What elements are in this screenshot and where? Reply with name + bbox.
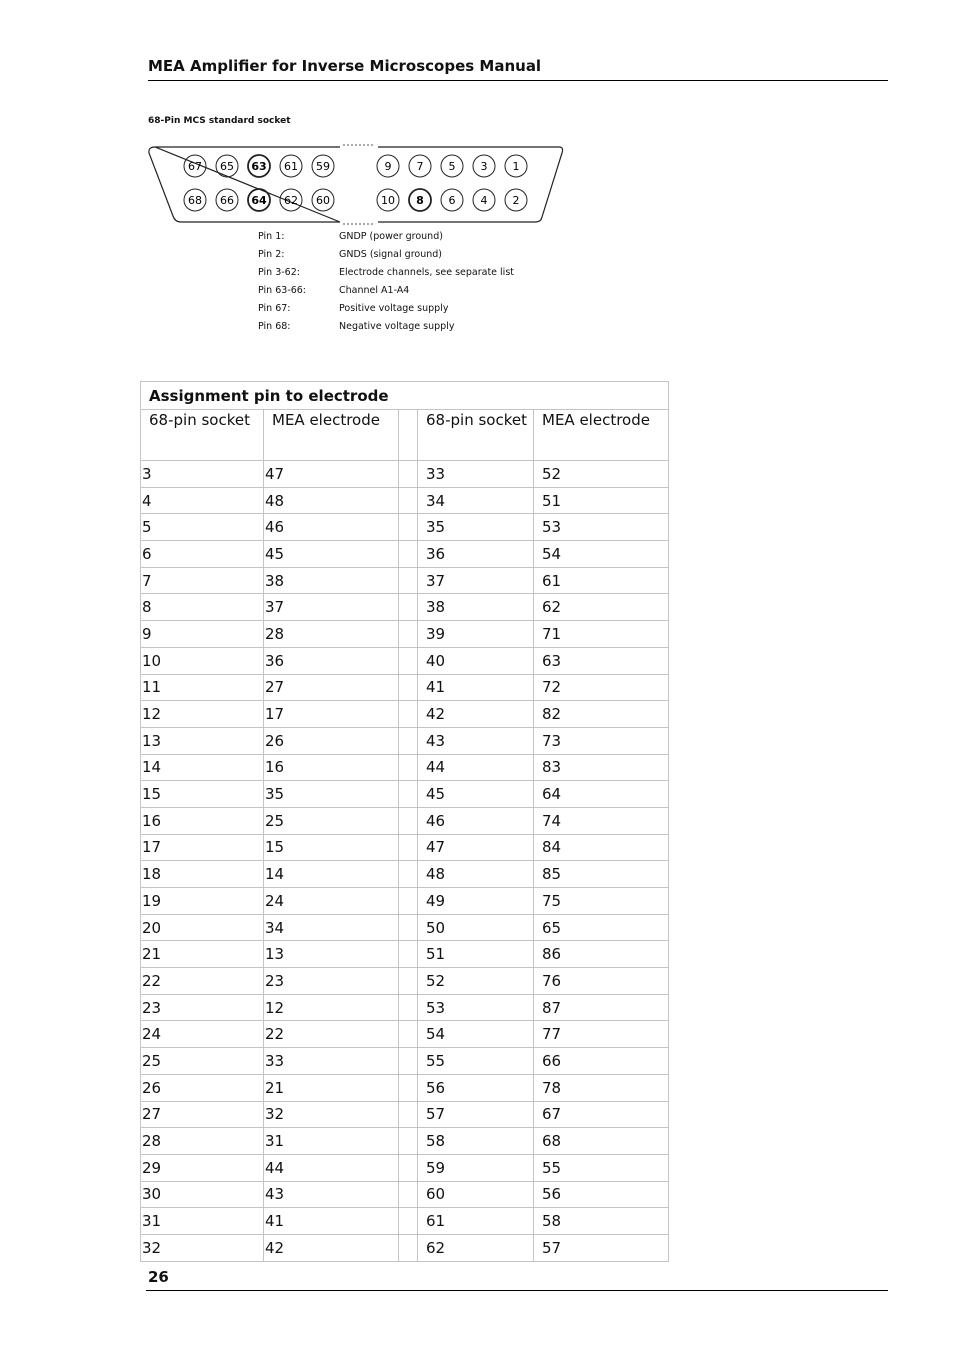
legend-row — [258, 318, 514, 336]
pin-label: 1 — [512, 160, 520, 173]
table-row — [141, 514, 669, 541]
socket-pin: 43 — [418, 727, 534, 754]
legend-row — [258, 246, 514, 264]
socket-pin: 17 — [141, 834, 264, 861]
electrode: 58 — [534, 1208, 669, 1235]
table-row — [141, 754, 669, 781]
socket-pin: 53 — [418, 994, 534, 1021]
table-row — [141, 888, 669, 915]
legend-pin: Pin 2: — [258, 249, 285, 260]
table-row — [141, 1074, 669, 1101]
electrode: 22 — [264, 1021, 399, 1048]
socket-pin: 57 — [418, 1101, 534, 1128]
socket-pin: 46 — [418, 807, 534, 834]
table-row — [141, 674, 669, 701]
electrode: 64 — [534, 781, 669, 808]
socket-pin: 60 — [418, 1181, 534, 1208]
electrode: 41 — [264, 1208, 399, 1235]
electrode: 51 — [534, 487, 669, 514]
electrode: 77 — [534, 1021, 669, 1048]
socket-pin: 16 — [141, 807, 264, 834]
socket-pin: 25 — [141, 1048, 264, 1075]
socket-pin: 10 — [141, 647, 264, 674]
electrode: 52 — [534, 461, 669, 488]
column-gap — [399, 541, 418, 568]
table-row — [141, 1048, 669, 1075]
pins-top-row — [184, 155, 527, 177]
electrode: 84 — [534, 834, 669, 861]
column-gap — [399, 941, 418, 968]
electrode: 68 — [534, 1128, 669, 1155]
socket-pin: 61 — [418, 1208, 534, 1235]
table-title: Assignment pin to electrode — [141, 382, 669, 410]
electrode: 54 — [534, 541, 669, 568]
column-gap — [399, 621, 418, 648]
table-row — [141, 461, 669, 488]
electrode: 56 — [534, 1181, 669, 1208]
pin-label: 68 — [188, 194, 202, 207]
electrode: 78 — [534, 1074, 669, 1101]
table-row — [141, 1101, 669, 1128]
socket-pin: 19 — [141, 888, 264, 915]
socket-pin: 50 — [418, 914, 534, 941]
pin-label: 5 — [448, 160, 456, 173]
electrode: 87 — [534, 994, 669, 1021]
socket-pin: 52 — [418, 968, 534, 995]
electrode: 57 — [534, 1234, 669, 1261]
electrode: 55 — [534, 1154, 669, 1181]
electrode: 23 — [264, 968, 399, 995]
electrode: 42 — [264, 1234, 399, 1261]
table-row — [141, 1181, 669, 1208]
socket-pin: 32 — [141, 1234, 264, 1261]
socket-pin: 29 — [141, 1154, 264, 1181]
column-gap — [399, 461, 418, 488]
electrode: 35 — [264, 781, 399, 808]
legend-row — [258, 282, 514, 300]
column-gap — [399, 1234, 418, 1261]
pin-label: 59 — [316, 160, 330, 173]
socket-pin: 38 — [418, 594, 534, 621]
socket-pin: 59 — [418, 1154, 534, 1181]
column-gap — [399, 410, 418, 461]
manual-title: MEA Amplifier for Inverse Microscopes Manual — [148, 57, 542, 75]
column-gap — [399, 888, 418, 915]
column-gap — [399, 994, 418, 1021]
column-gap — [399, 514, 418, 541]
socket-pin: 28 — [141, 1128, 264, 1155]
pin-label: 66 — [220, 194, 234, 207]
table-row — [141, 994, 669, 1021]
table-row — [141, 861, 669, 888]
column-gap — [399, 1128, 418, 1155]
page-number: 26 — [148, 1268, 169, 1286]
column-gap — [399, 754, 418, 781]
electrode: 67 — [534, 1101, 669, 1128]
socket-pin: 8 — [141, 594, 264, 621]
column-gap — [399, 1101, 418, 1128]
pin-label: 10 — [381, 194, 395, 207]
socket-pin: 15 — [141, 781, 264, 808]
socket-pin: 3 — [141, 461, 264, 488]
column-gap — [399, 1208, 418, 1235]
legend-description: GNDS (signal ground) — [339, 249, 442, 260]
table-row — [141, 968, 669, 995]
legend-row — [258, 264, 514, 282]
col-header-socket-2: 68-pin socket — [418, 410, 534, 461]
column-gap — [399, 1021, 418, 1048]
electrode: 73 — [534, 727, 669, 754]
column-gap — [399, 1074, 418, 1101]
electrode: 65 — [534, 914, 669, 941]
socket-pin: 48 — [418, 861, 534, 888]
table-row — [141, 487, 669, 514]
column-gap — [399, 487, 418, 514]
electrode: 63 — [534, 647, 669, 674]
socket-pin: 45 — [418, 781, 534, 808]
column-gap — [399, 1048, 418, 1075]
socket-pin: 49 — [418, 888, 534, 915]
electrode: 72 — [534, 674, 669, 701]
table-row — [141, 727, 669, 754]
page-header — [148, 56, 888, 81]
table-row — [141, 567, 669, 594]
column-gap — [399, 807, 418, 834]
legend-pin: Pin 67: — [258, 303, 291, 314]
pin-label: 8 — [416, 194, 424, 207]
electrode: 38 — [264, 567, 399, 594]
electrode: 53 — [534, 514, 669, 541]
col-header-electrode-2: MEA electrode — [534, 410, 669, 461]
pin-label: 64 — [251, 194, 267, 207]
socket-pin: 26 — [141, 1074, 264, 1101]
electrode: 45 — [264, 541, 399, 568]
connector-outline — [149, 147, 563, 222]
electrode: 83 — [534, 754, 669, 781]
electrode: 44 — [264, 1154, 399, 1181]
col-header-electrode: MEA electrode — [264, 410, 399, 461]
socket-pin: 56 — [418, 1074, 534, 1101]
electrode: 21 — [264, 1074, 399, 1101]
socket-pin: 14 — [141, 754, 264, 781]
column-gap — [399, 647, 418, 674]
pin-label: 61 — [284, 160, 298, 173]
legend-pin: Pin 3-62: — [258, 267, 300, 278]
pins-bottom-row — [184, 189, 527, 211]
pin-label: 4 — [480, 194, 488, 207]
column-gap — [399, 861, 418, 888]
socket-pin: 22 — [141, 968, 264, 995]
electrode: 76 — [534, 968, 669, 995]
column-gap — [399, 1154, 418, 1181]
table-row — [141, 914, 669, 941]
column-gap — [399, 834, 418, 861]
electrode: 14 — [264, 861, 399, 888]
socket-pin: 24 — [141, 1021, 264, 1048]
socket-pin: 41 — [418, 674, 534, 701]
column-gap — [399, 701, 418, 728]
socket-pin: 54 — [418, 1021, 534, 1048]
socket-pin: 18 — [141, 861, 264, 888]
electrode: 24 — [264, 888, 399, 915]
socket-pin: 36 — [418, 541, 534, 568]
table-row — [141, 1128, 669, 1155]
pin-label: 67 — [188, 160, 202, 173]
electrode: 75 — [534, 888, 669, 915]
legend-description: Channel A1-A4 — [339, 285, 410, 296]
column-gap — [399, 567, 418, 594]
socket-pin: 35 — [418, 514, 534, 541]
socket-pin: 20 — [141, 914, 264, 941]
electrode: 34 — [264, 914, 399, 941]
socket-pin: 11 — [141, 674, 264, 701]
socket-pin: 33 — [418, 461, 534, 488]
electrode: 12 — [264, 994, 399, 1021]
column-gap — [399, 594, 418, 621]
electrode: 13 — [264, 941, 399, 968]
pin-label: 2 — [512, 194, 520, 207]
socket-pin: 37 — [418, 567, 534, 594]
socket-pin: 6 — [141, 541, 264, 568]
pin-assignment-table — [140, 381, 669, 1262]
electrode: 33 — [264, 1048, 399, 1075]
electrode: 82 — [534, 701, 669, 728]
table-row — [141, 621, 669, 648]
electrode: 32 — [264, 1101, 399, 1128]
legend-row — [258, 228, 514, 246]
electrode: 26 — [264, 727, 399, 754]
column-gap — [399, 1181, 418, 1208]
table-row — [141, 781, 669, 808]
table-body — [141, 461, 669, 1262]
pin-label: 3 — [480, 160, 488, 173]
legend-description: Positive voltage supply — [339, 303, 449, 314]
socket-pin: 31 — [141, 1208, 264, 1235]
socket-pin: 39 — [418, 621, 534, 648]
legend-description: GNDP (power ground) — [339, 231, 443, 242]
column-gap — [399, 674, 418, 701]
table-row — [141, 1234, 669, 1261]
table-row — [141, 1208, 669, 1235]
socket-pin: 58 — [418, 1128, 534, 1155]
socket-pin: 27 — [141, 1101, 264, 1128]
socket-caption: 68-Pin MCS standard socket — [148, 116, 291, 126]
electrode: 16 — [264, 754, 399, 781]
socket-pin: 40 — [418, 647, 534, 674]
socket-pin: 4 — [141, 487, 264, 514]
legend-description: Electrode channels, see separate list — [339, 267, 514, 278]
column-gap — [399, 914, 418, 941]
pin-label: 62 — [284, 194, 298, 207]
pin-label: 65 — [220, 160, 234, 173]
socket-pin: 55 — [418, 1048, 534, 1075]
table-row — [141, 541, 669, 568]
table-row — [141, 1021, 669, 1048]
pin-label: 60 — [316, 194, 330, 207]
legend-pin: Pin 63-66: — [258, 285, 307, 296]
electrode: 66 — [534, 1048, 669, 1075]
socket-pin: 34 — [418, 487, 534, 514]
table-row — [141, 941, 669, 968]
electrode: 71 — [534, 621, 669, 648]
col-header-socket: 68-pin socket — [141, 410, 264, 461]
socket-pin: 44 — [418, 754, 534, 781]
legend-pin: Pin 68: — [258, 321, 291, 332]
socket-pin: 9 — [141, 621, 264, 648]
pin-label: 9 — [384, 160, 392, 173]
legend-row — [258, 300, 514, 318]
pin-legend — [258, 228, 514, 336]
electrode: 47 — [264, 461, 399, 488]
electrode: 74 — [534, 807, 669, 834]
electrode: 17 — [264, 701, 399, 728]
socket-pin: 12 — [141, 701, 264, 728]
connector-diagram — [145, 140, 567, 230]
electrode: 36 — [264, 647, 399, 674]
electrode: 86 — [534, 941, 669, 968]
table-row — [141, 807, 669, 834]
electrode: 62 — [534, 594, 669, 621]
electrode: 27 — [264, 674, 399, 701]
socket-pin: 5 — [141, 514, 264, 541]
table-row — [141, 1154, 669, 1181]
electrode: 61 — [534, 567, 669, 594]
socket-pin: 30 — [141, 1181, 264, 1208]
socket-pin: 13 — [141, 727, 264, 754]
electrode: 85 — [534, 861, 669, 888]
socket-pin: 62 — [418, 1234, 534, 1261]
column-gap — [399, 727, 418, 754]
electrode: 15 — [264, 834, 399, 861]
legend-pin: Pin 1: — [258, 231, 285, 242]
socket-pin: 23 — [141, 994, 264, 1021]
electrode: 28 — [264, 621, 399, 648]
electrode: 48 — [264, 487, 399, 514]
column-gap — [399, 968, 418, 995]
socket-pin: 47 — [418, 834, 534, 861]
socket-pin: 42 — [418, 701, 534, 728]
electrode: 31 — [264, 1128, 399, 1155]
column-gap — [399, 781, 418, 808]
electrode: 25 — [264, 807, 399, 834]
legend-description: Negative voltage supply — [339, 321, 455, 332]
electrode: 46 — [264, 514, 399, 541]
pin-label: 63 — [251, 160, 267, 173]
table-row — [141, 594, 669, 621]
pin-label: 7 — [416, 160, 424, 173]
table-row — [141, 834, 669, 861]
page-footer — [146, 1266, 888, 1291]
table-row — [141, 701, 669, 728]
table-row — [141, 647, 669, 674]
socket-pin: 51 — [418, 941, 534, 968]
electrode: 43 — [264, 1181, 399, 1208]
electrode: 37 — [264, 594, 399, 621]
pin-label: 6 — [448, 194, 456, 207]
socket-pin: 7 — [141, 567, 264, 594]
socket-pin: 21 — [141, 941, 264, 968]
